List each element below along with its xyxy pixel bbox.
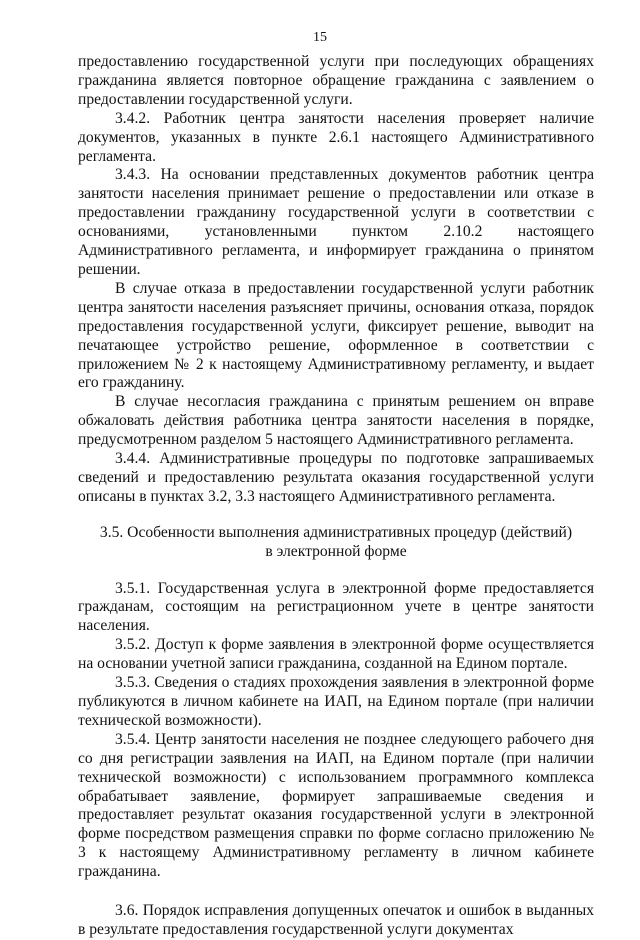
paragraph-3-4-2: 3.4.2. Работник центра занятости населения проверяет наличие документов, указанных в пункте 2.6.1 настоящего Административного регламента. [78, 109, 594, 165]
paragraph-3-5-1: 3.5.1. Государственная услуга в электронной форме предоставляется гражданам, состоящим на регистрационном учете в центре занятости населения. [78, 579, 594, 635]
paragraph-3-5-3: 3.5.3. Сведения о стадиях прохождения заявления в электронной форме публикуются в личном кабинете на ИАП, на Едином портале (при наличии технической возможности). [78, 674, 594, 729]
paragraph-3-5-4: 3.5.4. Центр занятости населения не позднее следующего рабочего дня со дня регистрации заявления на ИАП, на Едином портале (при наличии технической возможности) с использованием программного комплекса обрабатывает заявление, формирует запрашиваемые сведения и предоставляет результат оказания государственной услуги в электронной форме посредством размещения справки по форме согласно приложению № 3 к настоящему Административному регламенту в личном кабинете гражданина. [78, 730, 594, 881]
paragraph-continuation: предоставлению государственной услуги при последующих обращениях гражданина является повторное обращение гражданина с заявлением о предоставлении государственной услуги. [78, 53, 594, 108]
paragraph-appeal: В случае несогласия гражданина с принятым решением он вправе обжаловать действия работника центра занятости населения в порядке, предусмотренном разделом 5 настоящего Административного регламента. [78, 393, 594, 449]
section-heading-3-5-line1: 3.5. Особенности выполнения административных процедур (действий) [99, 523, 573, 541]
section-heading-3-6: 3.6. Порядок исправления допущенных опечаток и ошибок в выданных в результате предоставления государственной услуги документах [78, 902, 594, 938]
paragraph-refusal: В случае отказа в предоставлении государственной услуги работник центра занятости населения разъясняет причины, основания отказа, порядок предоставления государственной услуги, фиксирует решение, выводит на печатающее устройство решение, оформленное в соответствии с приложением № 2 к настоящему Административному регламенту, и выдает его гражданину. [78, 279, 594, 392]
section-heading-3-5 [78, 524, 594, 562]
paragraph-3-4-4: 3.4.4. Административные процедуры по подготовке запрашиваемых сведений и предоставлению результата оказания государственной услуги описаны в пунктах 3.2, 3.3 настоящего Административного регламента. [78, 450, 594, 505]
page-number: 15 [313, 30, 327, 45]
document-body [78, 53, 594, 940]
section-heading-3-5-line2: в электронной форме [265, 542, 407, 560]
paragraph-3-4-3: 3.4.3. На основании представленных документов работник центра занятости населения принимает решение о предоставлении или отказе в предоставлении гражданину государственной услуги в соответствии с основаниями, установленными пунктом 2.10.2 настоящего Административного регламента, и информирует гражданина о принятом решении. [78, 166, 594, 278]
paragraph-3-5-2: 3.5.2. Доступ к форме заявления в электронной форме осуществляется на основании учетной записи гражданина, созданной на Едином портале. [78, 636, 594, 673]
